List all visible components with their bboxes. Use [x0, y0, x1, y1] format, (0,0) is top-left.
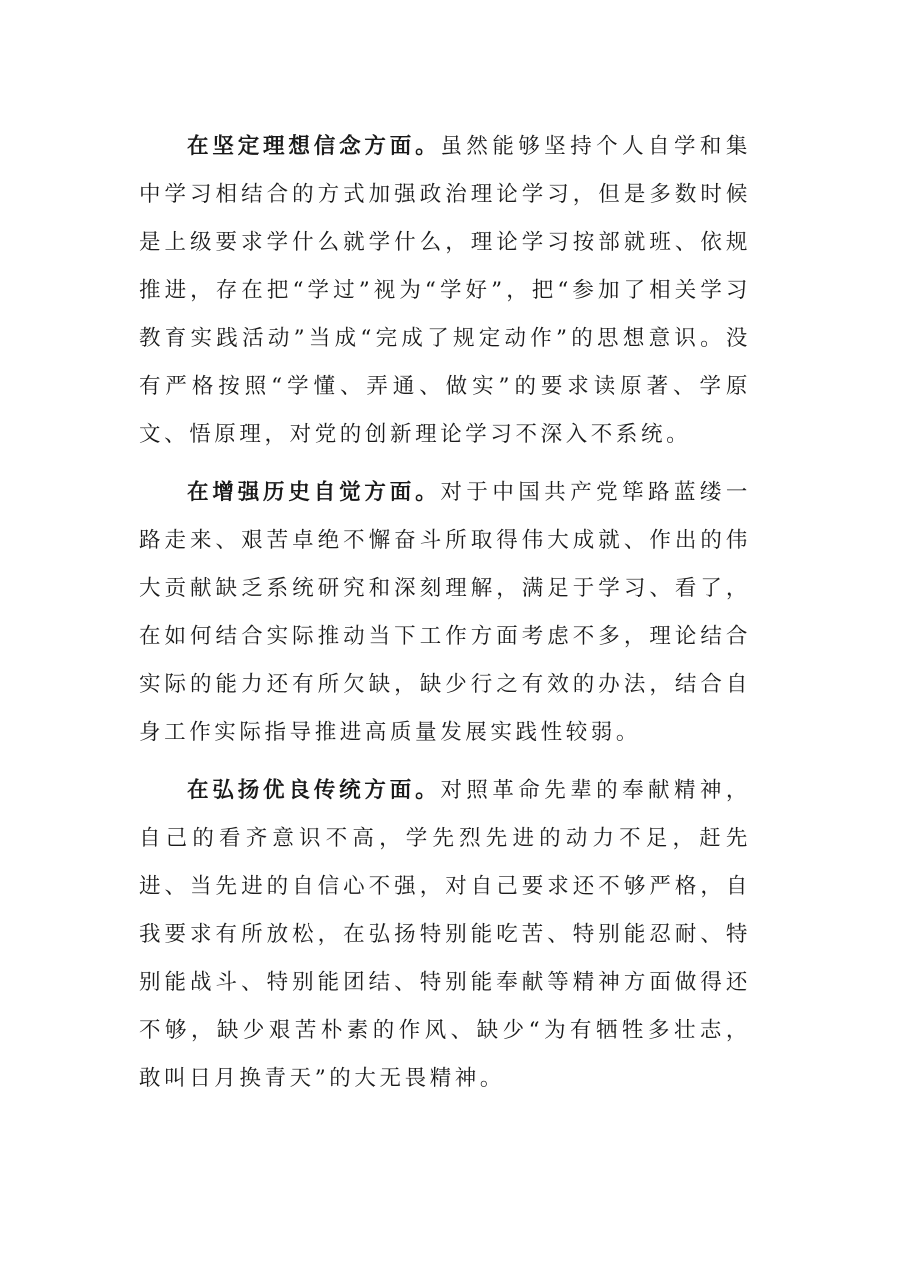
paragraph-fine-traditions [139, 767, 751, 1103]
document-body [139, 123, 751, 1103]
paragraph-heading: 在弘扬优良传统方面。 [187, 778, 441, 803]
paragraph-historical-awareness [139, 469, 751, 757]
paragraph-text: 虽然能够坚持个人自学和集中学习相结合的方式加强政治理论学习，但是多数时候是上级要求学什么就学什么，理论学习按部就班、依规推进，存在把“学过”视为“学好”，把“参加了相关学习教育实践活动”当成“完成了规定动作”的思想意识。没有严格按照“学懂、弄通、做实”的要求读原著、学原文、悟原理，对党的创新理论学习不深入不系统。 [139, 134, 751, 447]
paragraph-text: 对照革命先辈的奉献精神，自己的看齐意识不高，学先烈先进的动力不足，赶先进、当先进的自信心不强，对自己要求还不够严格，自我要求有所放松，在弘扬特别能吃苦、特别能忍耐、特别能战斗、特别能团结、特别能奉献等精神方面做得还不够，缺少艰苦朴素的作风、缺少“为有牺牲多壮志，敢叫日月换青天”的大无畏精神。 [139, 778, 751, 1091]
paragraph-ideals-beliefs [139, 123, 751, 459]
paragraph-heading: 在坚定理想信念方面。 [187, 134, 441, 159]
paragraph-text: 对于中国共产党筚路蓝缕一路走来、艰苦卓绝不懈奋斗所取得伟大成就、作出的伟大贡献缺乏系统研究和深刻理解，满足于学习、看了，在如何结合实际推动当下工作方面考虑不多，理论结合实际的能力还有所欠缺，缺少行之有效的办法，结合自身工作实际指导推进高质量发展实践性较弱。 [139, 480, 751, 745]
paragraph-heading: 在增强历史自觉方面。 [187, 480, 441, 505]
